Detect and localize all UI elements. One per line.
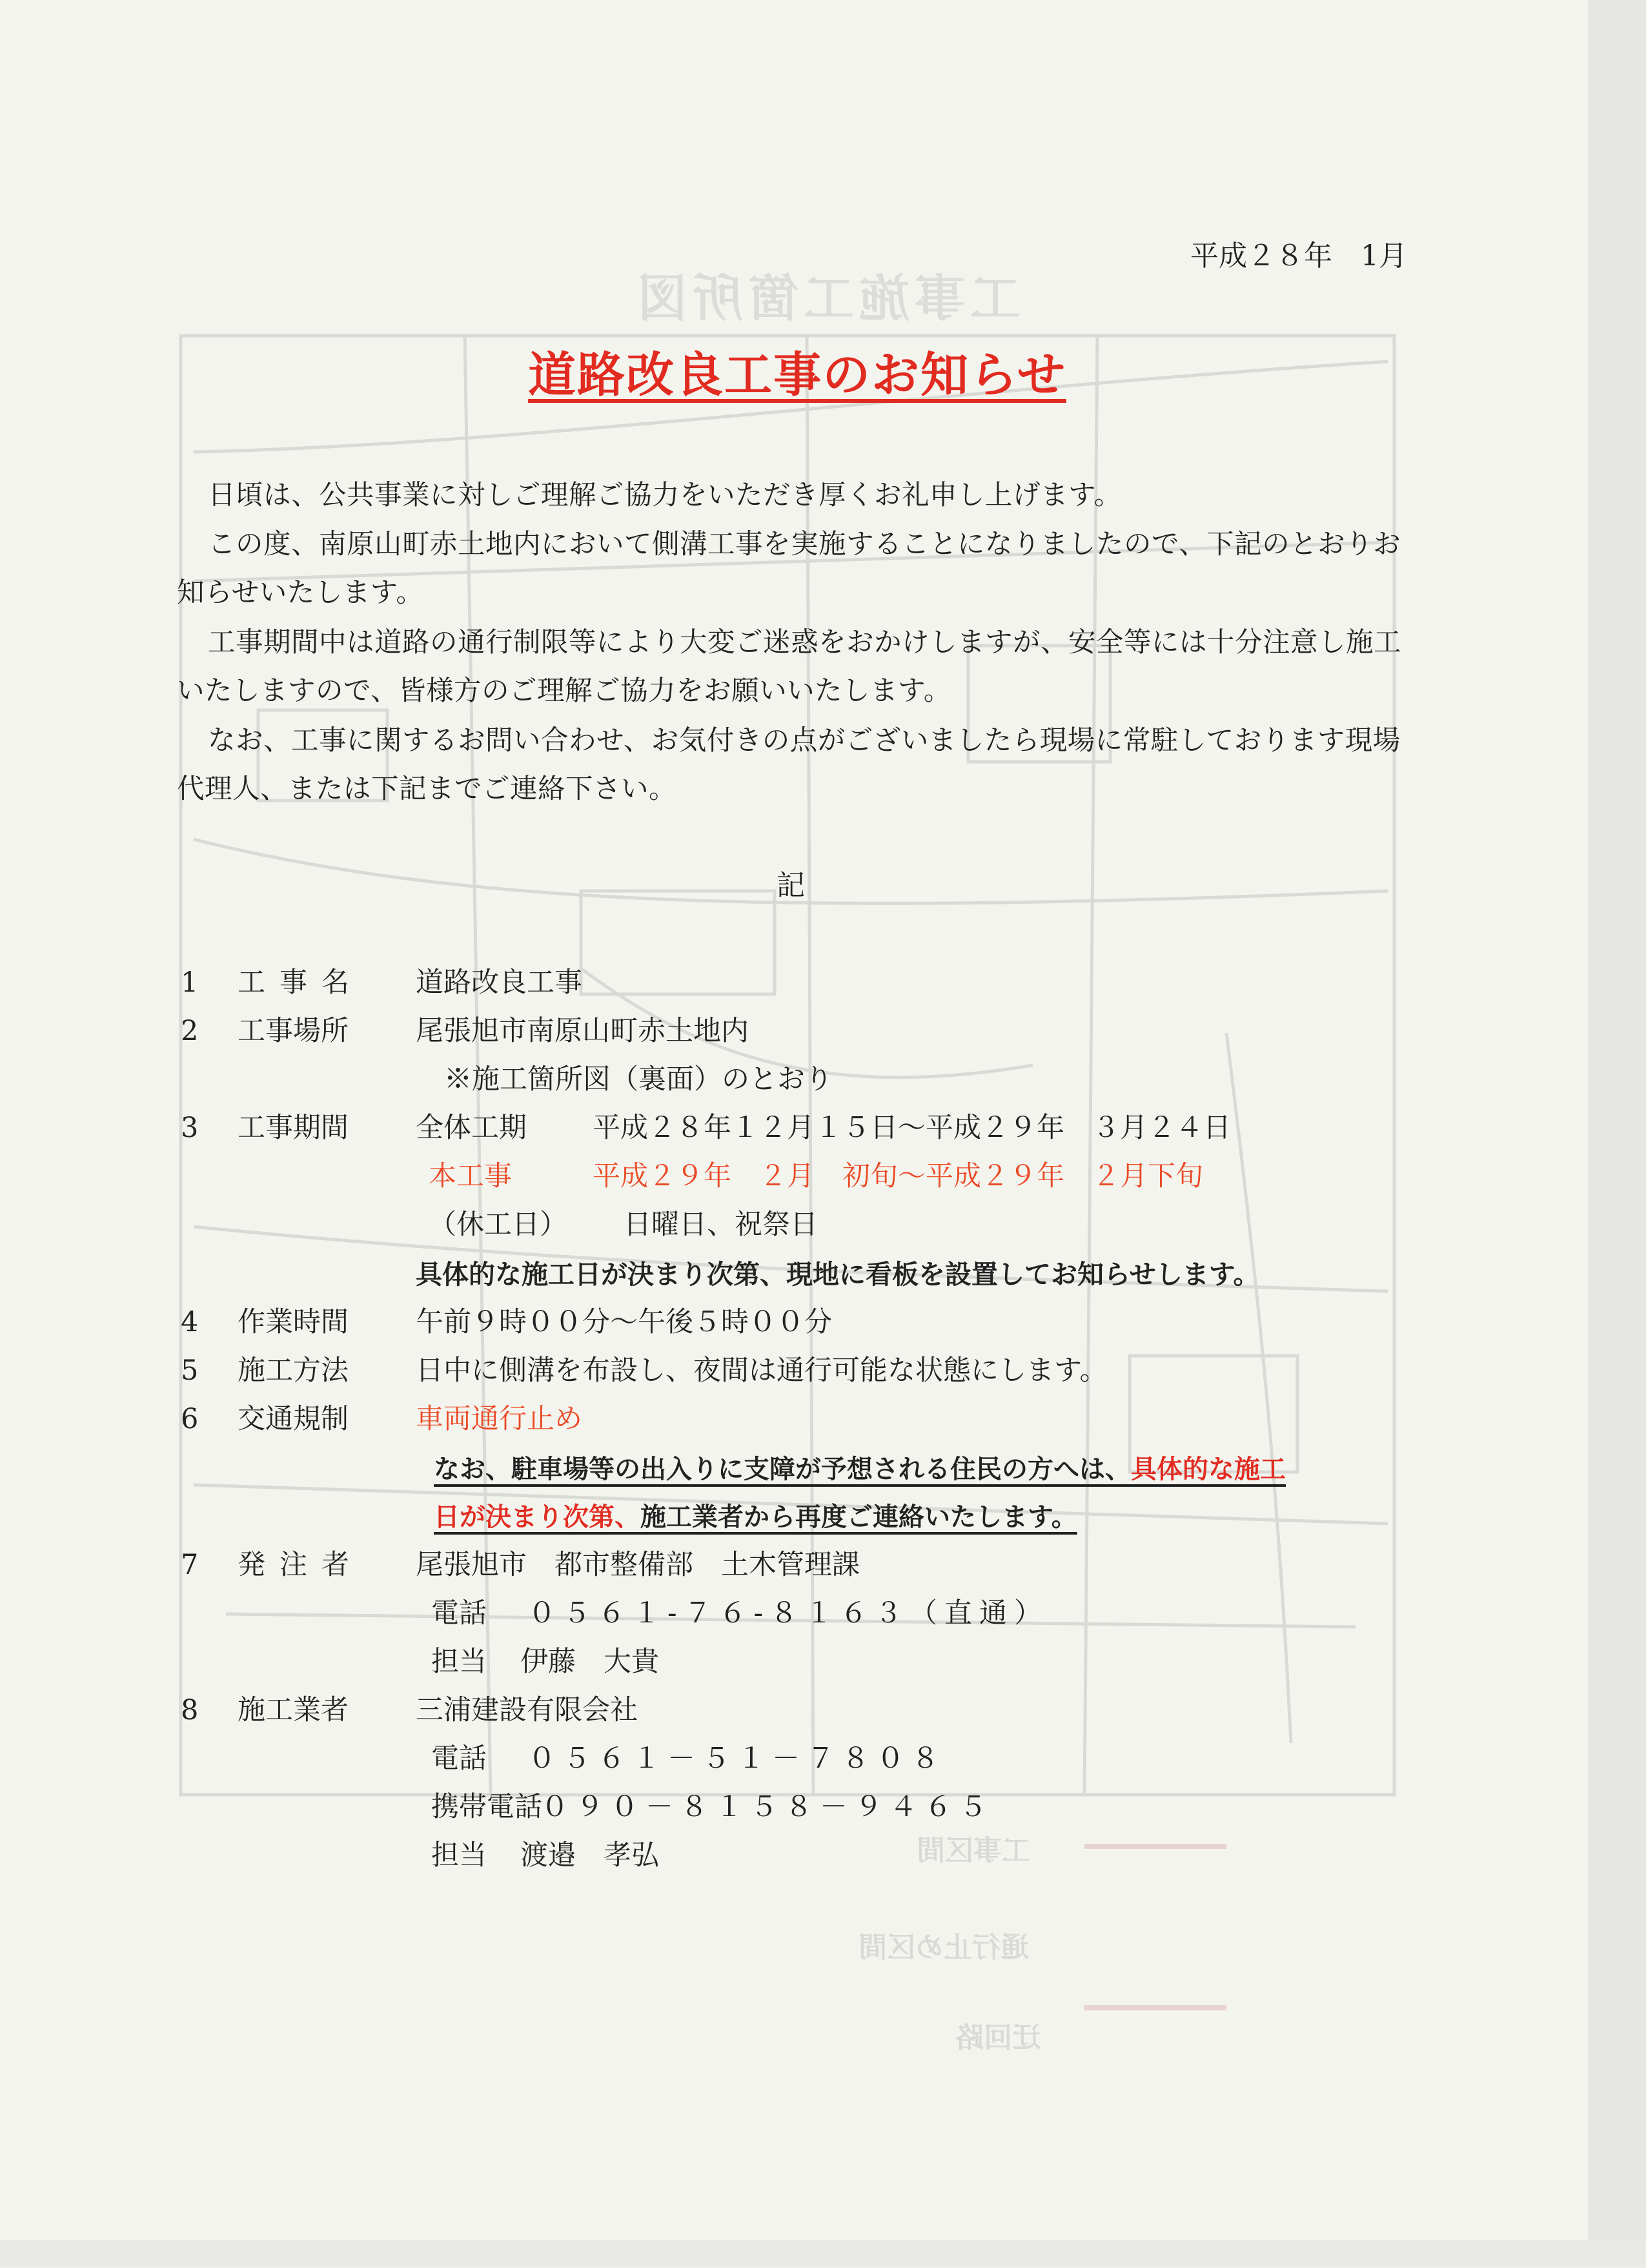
item-number-8: 8 <box>181 1694 199 1726</box>
item-label-period: 工事期間 <box>238 1112 349 1144</box>
paragraph-apology: 工事期間中は道路の通行制限等により大変ご迷惑をおかけしますが、安全等には十分注意し施工いたしますので、皆様方のご理解ご協力をお願いいたします。 <box>177 627 1402 707</box>
orderer-staff: 伊藤 大貴 <box>520 1646 659 1678</box>
item-value-traffic: 車両通行止め <box>416 1403 582 1435</box>
ki-heading: 記 <box>777 869 805 902</box>
period-holiday-value: 日曜日、祝祭日 <box>624 1209 818 1241</box>
contractor-staff-label: 担当 <box>431 1839 487 1872</box>
item-value-orderer: 尾張旭市 都市整備部 土木管理課 <box>416 1549 860 1581</box>
period-whole-label: 全体工期 <box>416 1112 527 1144</box>
ghost-title: 工事施工箇所図 <box>632 269 1021 328</box>
period-main-value: 平成２９年 ２月 初旬～平成２９年 ２月下旬 <box>593 1160 1203 1192</box>
traffic-note-d: 施工業者から再度ご連絡いたします。 <box>640 1502 1077 1532</box>
contractor-mobile: ０９０－８１５８－９４６５ <box>541 1791 994 1823</box>
period-whole-value: 平成２８年１２月１５日～平成２９年 ３月２４日 <box>593 1112 1231 1144</box>
traffic-note-line1 <box>434 1450 1286 1489</box>
item-label-contractor: 施工業者 <box>238 1694 349 1726</box>
item-note-place: ※施工箇所図（裏面）のとおり <box>444 1063 833 1096</box>
item-label-place: 工事場所 <box>238 1015 349 1047</box>
paragraph-announcement: この度、南原山町赤土地内において側溝工事を実施することになりましたので、下記のとおりお知らせいたします。 <box>177 529 1401 609</box>
contractor-tel: ０５６１－５１－７８０８ <box>528 1742 946 1775</box>
traffic-note-b: 具体的な施工 <box>1131 1455 1286 1484</box>
item-number-4: 4 <box>181 1306 199 1338</box>
item-number-6: 6 <box>181 1403 199 1435</box>
ghost-legend-2: 通行止め区間 <box>859 1931 1029 1964</box>
orderer-staff-label: 担当 <box>431 1646 487 1678</box>
traffic-note-line2 <box>434 1498 1077 1537</box>
paragraph-contact: なお、工事に関するお問い合わせ、お気付きの点がございましたら現場に常駐しております現場代理人、または下記までご連絡下さい。 <box>177 725 1401 805</box>
traffic-note-a: なお、駐車場等の出入りに支障が予想される住民の方へは、 <box>434 1455 1131 1484</box>
item-number-3: 3 <box>181 1112 199 1144</box>
orderer-tel: ０５６１-７６-８１６３（直通） <box>528 1597 1050 1629</box>
item-value-place: 尾張旭市南原山町赤土地内 <box>416 1015 749 1047</box>
item-number-5: 5 <box>181 1354 199 1387</box>
period-signboard-note: 具体的な施工日が決まり次第、現地に看板を設置してお知らせします。 <box>416 1259 1260 1290</box>
orderer-tel-label: 電話 <box>431 1597 487 1629</box>
item-value-contractor: 三浦建設有限会社 <box>416 1694 638 1726</box>
item-label-name: 工事名 <box>238 966 363 999</box>
item-label-orderer: 発注者 <box>238 1549 363 1581</box>
period-holiday-label: （休工日） <box>429 1209 567 1241</box>
ghost-legend-3: 迂回路 <box>955 2021 1041 2054</box>
item-value-name: 道路改良工事 <box>416 966 582 999</box>
period-main-label: 本工事 <box>429 1160 512 1192</box>
page-title: 道路改良工事のお知らせ <box>528 347 1066 403</box>
issue-date: 平成２８年 1月 <box>1190 240 1407 272</box>
traffic-note-c: 日が決まり次第、 <box>434 1502 640 1532</box>
contractor-mobile-label: 携帯電話 <box>431 1791 542 1823</box>
item-label-method: 施工方法 <box>238 1354 349 1387</box>
item-value-hours: 午前９時００分～午後５時００分 <box>416 1306 832 1338</box>
paragraph-greeting: 日頃は、公共事業に対しご理解ご協力をいただき厚くお礼申し上げます。 <box>208 480 1122 511</box>
item-number-7: 7 <box>181 1549 199 1581</box>
item-label-traffic: 交通規制 <box>238 1403 349 1435</box>
contractor-tel-label: 電話 <box>431 1742 487 1775</box>
ghost-legend-1: 工事区間 <box>917 1834 1030 1867</box>
item-label-hours: 作業時間 <box>238 1306 349 1338</box>
item-value-method: 日中に側溝を布設し、夜間は通行可能な状態にします。 <box>416 1354 1108 1387</box>
item-number-1: 1 <box>181 966 199 999</box>
contractor-staff: 渡邉 孝弘 <box>520 1839 659 1872</box>
item-number-2: 2 <box>181 1015 199 1047</box>
